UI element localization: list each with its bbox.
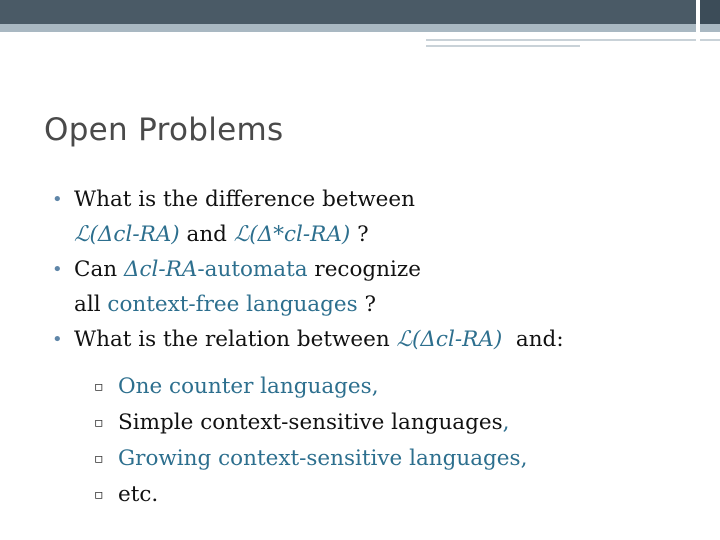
sub-item-comma: , [371,374,379,399]
bullet-icon: • [52,189,63,210]
math-expression: Δcl-RA [123,257,198,282]
bullet-line [74,182,702,217]
decor-line [700,39,720,41]
bullet-text: ? [357,292,377,317]
top-bar-underline-end [700,24,720,32]
bullet-text: What is the relation between [74,327,397,352]
bullet-text: and [179,222,234,247]
bullet-item-difference [52,182,702,252]
bullet-item-recognize [52,252,702,322]
sub-item-text: Simple context-sensitive languages [118,410,503,435]
decor-line [426,39,696,41]
math-expression: ℒ(Δ*cl-RA) [233,222,351,247]
square-bullet-icon: ▫ [94,451,104,467]
top-bar-end [700,0,720,24]
bullet-text: recognize [307,257,421,282]
sub-bullet-list [52,369,702,513]
sub-item-etc [94,477,702,513]
sub-item-comma: , [502,410,510,435]
slide-title: Open Problems [44,112,284,148]
sub-item-text: Growing context-sensitive languages [118,446,521,471]
square-bullet-icon: ▫ [94,379,104,395]
sub-item-simple-cs [94,405,702,441]
bullet-line [74,287,702,322]
math-expression: ℒ(Δcl-RA) [74,222,180,247]
sub-item-text: etc. [118,482,159,507]
bullet-line [74,322,702,357]
math-expression: ℒ(Δcl-RA) [396,327,503,352]
top-bar [0,0,696,24]
bullet-item-relation [52,322,702,357]
square-bullet-icon: ▫ [94,487,104,503]
top-bar-underline [0,24,696,32]
bullet-list [52,182,702,513]
sub-item-comma: , [520,446,528,471]
bullet-icon: • [52,329,63,350]
bullet-text: ? [350,222,369,247]
sub-item-text: One counter languages [118,374,372,399]
bullet-line [74,217,702,252]
bullet-line [74,252,702,287]
bullet-text: Can [74,257,124,282]
bullet-text: and: [502,327,564,352]
decor-line [426,45,580,47]
sub-item-one-counter [94,369,702,405]
square-bullet-icon: ▫ [94,415,104,431]
bullet-text: What is the difference between [74,187,415,212]
bullet-icon: • [52,259,63,280]
sub-item-growing-cs [94,441,702,477]
bullet-text: all [74,292,108,317]
highlighted-text: -automata [197,257,308,282]
highlighted-text: context-free languages [107,292,358,317]
